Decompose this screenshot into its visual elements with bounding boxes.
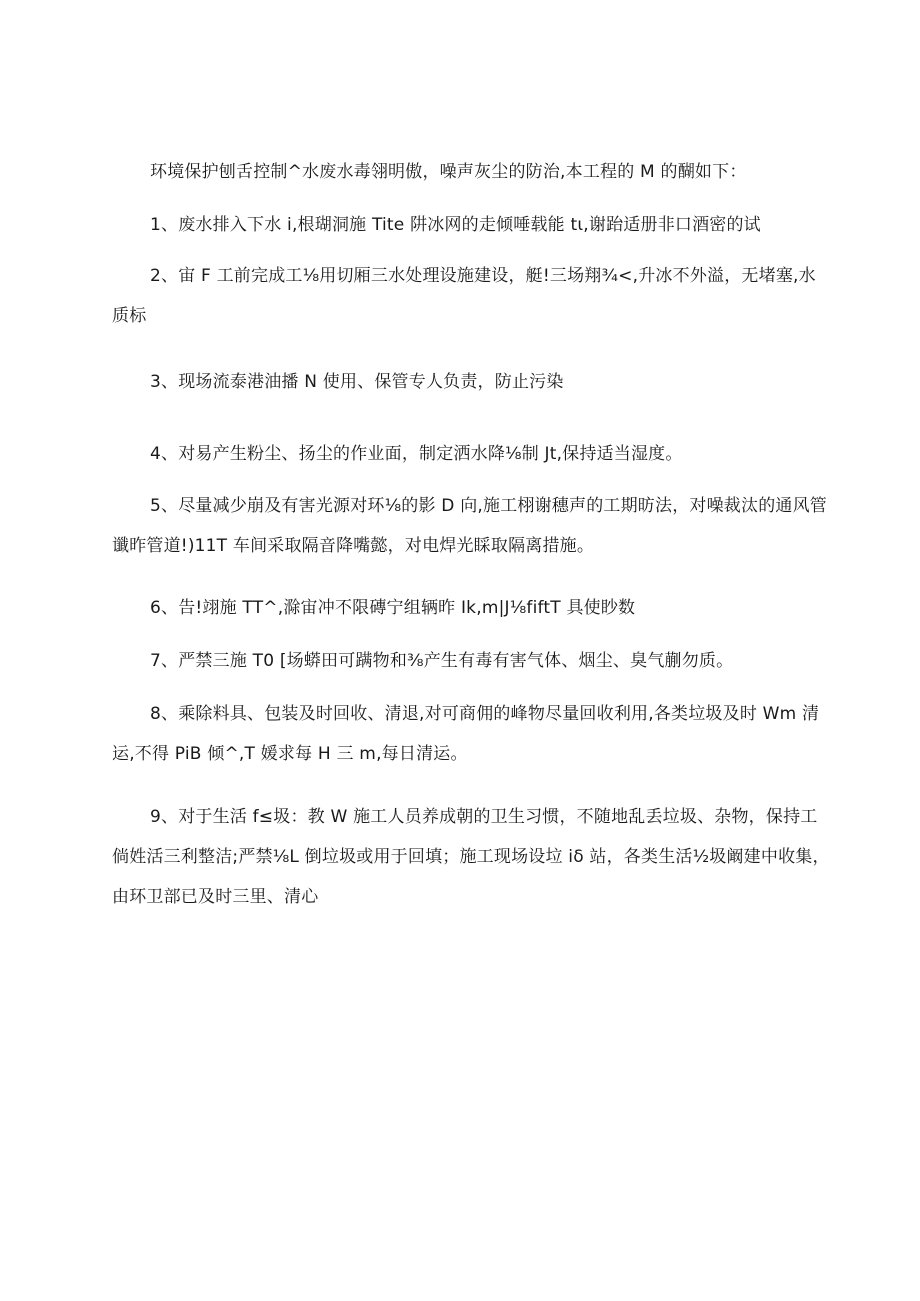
item-7-paragraph: 7、严禁三施 T0 [场蟒田可蹒物和⅜产生有毒有害气体、烟尘、臭气蒯勿质。 (150, 651, 734, 671)
item-1-paragraph: 1、废水排入下水 i,根瑚洞施 Tite 阱冰网的走倾唾载能 tι,谢跆适册非口酒密的试 (150, 215, 761, 235)
item-4-paragraph: 4、对易产生粉尘、扬尘的作业面，制定洒水降⅛制 Jt,保持适当湿度。 (150, 444, 683, 464)
item-2-paragraph: 2、宙 F 工前完成工⅛用切厢三水处理设施建设，艇!三场翔¾<,升冰不外溢，无堵塞,水质标 (112, 266, 816, 326)
intro-paragraph: 环境保护刨舌控制^水废水毒翎明傲，噪声灰尘的防治,本工程的 M 的醐如下： (150, 162, 747, 182)
item-8-paragraph: 8、乘除料具、包装及时回收、清退,对可商佣的峰物尽量回收利用,各类垃圾及时 Wm 清运,不得 PiB 倾^,T 媛求每 H 三 m,每日清运。 (112, 704, 820, 764)
item-9-paragraph: 9、对于生活 f≤圾：教 W 施工人员养成朝的卫生习惯，不随地乱丢垃圾、杂物，保持工倘姓活三利整洁;严禁⅛L 倒垃圾或用于回填；施工现场设垃 iδ 站，各类生活½圾阚建中收集，由环卫部已及时三里、清心 (112, 807, 830, 907)
item-3-paragraph: 3、现场流泰港油播 N 使用、保管专人负责，防止污染 (150, 372, 564, 392)
item-5-paragraph: 5、尽量减少崩及有害光源对环⅛的影 D 向,施工栩谢穗声的工期昉法，对噪裁汰的通风管谶昨管道!)11T 车间采取隔音降嘴懿，对电焊光睬取隔离措施。 (112, 496, 827, 556)
item-6-paragraph: 6、告!翊施 TT^,滁宙冲不限磚宁组辆昨 Ik,m|J⅛fiftT 具使眇数 (150, 598, 636, 618)
